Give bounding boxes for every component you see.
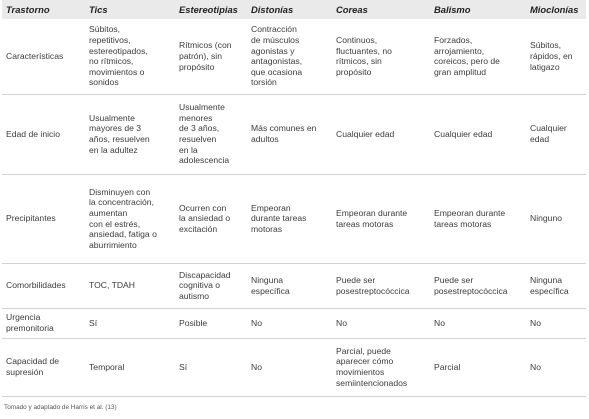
table-cell: Empeoran durante tareas motoras bbox=[332, 174, 430, 263]
table-cell: Parcial bbox=[430, 338, 526, 396]
table-cell: Ocurren con la ansiedad o excitación bbox=[175, 174, 247, 263]
table-cell: Cualquier edad bbox=[430, 94, 526, 174]
table-cell: Empeoran durante tareas motoras bbox=[247, 174, 332, 263]
table-row bbox=[2, 263, 586, 308]
row-label: Edad de inicio bbox=[2, 94, 85, 174]
table-cell: Temporal bbox=[85, 338, 175, 396]
table-row bbox=[2, 174, 586, 263]
table-cell: Ninguna específica bbox=[247, 263, 332, 308]
table-cell: Empeoran durante tareas motoras bbox=[430, 174, 526, 263]
table-cell: Cualquier edad bbox=[332, 94, 430, 174]
row-label: Comorbilidades bbox=[2, 263, 85, 308]
source-footnote: Tomado y adaptado de Harris et al. (13) bbox=[4, 404, 117, 411]
table-cell: Sí bbox=[175, 338, 247, 396]
table-cell: Parcial, puede aparecer cómo movimientos semiintencionados bbox=[332, 338, 430, 396]
movement-disorders-table bbox=[2, 0, 586, 397]
column-header: Tics bbox=[85, 0, 175, 19]
table-cell: No bbox=[526, 308, 586, 338]
table-header-row bbox=[2, 0, 586, 19]
row-label: Características bbox=[2, 19, 85, 94]
table-cell: Sí bbox=[85, 308, 175, 338]
column-header: Distonías bbox=[247, 0, 332, 19]
table-cell: Forzados, arrojamiento, coreicos, pero de gran amplitud bbox=[430, 19, 526, 94]
row-label: Capacidad de supresión bbox=[2, 338, 85, 396]
table-cell: TOC, TDAH bbox=[85, 263, 175, 308]
table-row bbox=[2, 338, 586, 396]
table-cell: No bbox=[526, 338, 586, 396]
table-cell: Usualmente menores de 3 años, resuelven en la adolescencia bbox=[175, 94, 247, 174]
column-header: Balismo bbox=[430, 0, 526, 19]
table-cell: Discapacidad cognitiva o autismo bbox=[175, 263, 247, 308]
table-cell: Disminuyen con la concentración, aumentan con el estrés, ansiedad, fatiga o aburrimiento bbox=[85, 174, 175, 263]
table-row bbox=[2, 19, 586, 94]
column-header: Estereotipias bbox=[175, 0, 247, 19]
table-cell: No bbox=[430, 308, 526, 338]
table-cell: Más comunes en adultos bbox=[247, 94, 332, 174]
table-cell: Súbitos, rápidos, en latigazo bbox=[526, 19, 586, 94]
table-cell: No bbox=[332, 308, 430, 338]
table-cell: Puede ser posestreptocóccica bbox=[430, 263, 526, 308]
table-cell: Usualmente mayores de 3 años, resuelven en la adultez bbox=[85, 94, 175, 174]
table-cell: No bbox=[247, 308, 332, 338]
column-header: Coreas bbox=[332, 0, 430, 19]
table-cell: Continuos, fluctuantes, no rítmicos, sin propósito bbox=[332, 19, 430, 94]
table-cell: Rítmicos (con patrón), sin propósito bbox=[175, 19, 247, 94]
table-row bbox=[2, 308, 586, 338]
column-header: Trastorno bbox=[2, 0, 85, 19]
table-row bbox=[2, 94, 586, 174]
column-header: Mioclonías bbox=[526, 0, 586, 19]
row-label: Urgencia premonitoria bbox=[2, 308, 85, 338]
row-label: Precipitantes bbox=[2, 174, 85, 263]
table-cell: Puede ser posestreptocóccica bbox=[332, 263, 430, 308]
table-cell: Contracción de músculos agonistas y antagonistas, que ocasiona torsión bbox=[247, 19, 332, 94]
table-cell: Cualquier edad bbox=[526, 94, 586, 174]
table-cell: Súbitos, repetitivos, estereotipados, no rítmicos, movimientos o sonidos bbox=[85, 19, 175, 94]
table-cell: Posible bbox=[175, 308, 247, 338]
table-cell: Ninguno bbox=[526, 174, 586, 263]
table-cell: Ninguna específica bbox=[526, 263, 586, 308]
table-cell: No bbox=[247, 338, 332, 396]
